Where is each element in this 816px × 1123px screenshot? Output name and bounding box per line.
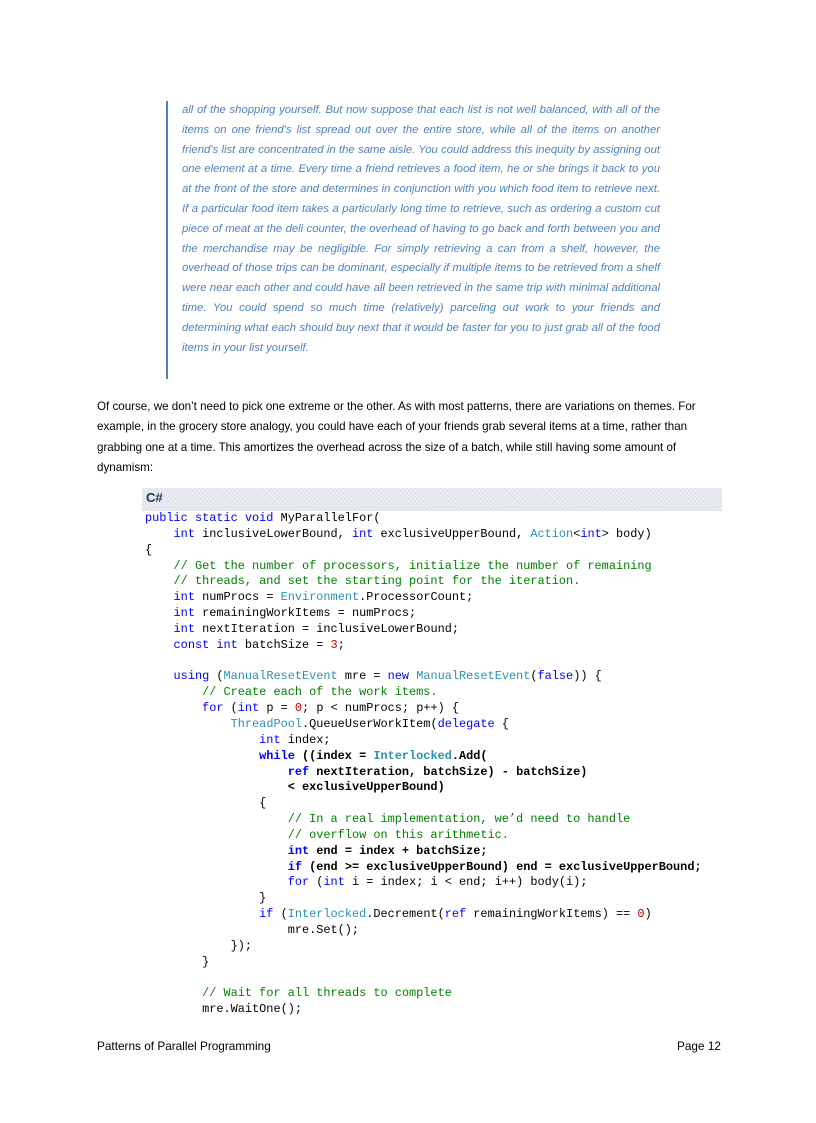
code-token: ) <box>644 907 652 922</box>
code-line <box>145 986 702 1002</box>
code-token: exclusiveUpperBound, <box>373 526 531 541</box>
code-token: int <box>580 526 602 541</box>
quote-text: all of the shopping yourself. But now suppose that each list is not well balanced, with all of the items on one friend’s list spread out over the entire store, while all of the items on another friend’s list are concentrated in the same aisle. You could address this inequity by assigning out one element at a time. Every time a friend retrieves a food item, he or she brings it back to you at the front of the store and determines in conjunction with you which food item to retrieve next. If a particular food item takes a particularly long time to retrieve, such as ordering a custom cut piece of meat at the deli counter, the overhead of having to go back and forth between you and the merchandise may be negligible. For simply retrieving a can from a shelf, however, the overhead of those trips can be dominant, especially if multiple items to be retrieved from a shelf were near each other and could have all been retrieved in the same trip with minimal additional time. You could spend so much time (relatively) parceling out work to your friends and determining what each should buy next that it would be faster for you to just grab all of the food items in your list yourself. <box>182 104 660 354</box>
code-token: end = index + batchSize; <box>309 843 488 858</box>
code-line <box>145 511 702 527</box>
code-token: Interlocked <box>373 748 452 763</box>
code-token: false <box>537 669 574 684</box>
code-token <box>145 622 174 636</box>
block-quote <box>166 101 660 379</box>
code-token: // Get the number of processors, initialize the number of remaining <box>173 558 652 573</box>
code-token: // threads, and set the starting point for the iteration. <box>173 574 581 589</box>
code-token: { <box>145 796 267 811</box>
code-token: int <box>173 606 195 621</box>
code-token: ref <box>287 764 310 779</box>
code-line <box>145 606 702 622</box>
code-token: nextIteration, batchSize) - batchSize) <box>309 764 588 779</box>
code-token <box>145 638 174 652</box>
code-token: Action <box>530 526 574 541</box>
code-token: { <box>145 542 153 557</box>
code-token: > body) <box>601 526 652 541</box>
code-token: int <box>173 590 195 605</box>
code-token: if <box>259 907 274 922</box>
code-token <box>145 828 288 842</box>
code-token <box>145 986 202 1000</box>
code-token: ManualResetEvent <box>223 669 338 684</box>
code-token: MyParallelFor( <box>273 511 381 525</box>
code-line <box>145 812 702 828</box>
code-token: ; p < numProcs; p++) { <box>302 701 460 716</box>
code-token: ( <box>273 907 288 922</box>
code-token: int <box>237 701 260 716</box>
code-token: < exclusiveUpperBound) <box>287 780 445 795</box>
code-token: ( <box>209 669 224 684</box>
code-line <box>145 669 702 685</box>
code-token: int <box>259 732 281 747</box>
code-token <box>145 559 174 573</box>
code-token: if <box>287 859 302 874</box>
code-token <box>145 907 259 921</box>
code-header <box>142 488 722 511</box>
code-token: batchSize = <box>237 637 331 652</box>
code-token: ( <box>223 701 238 716</box>
code-token <box>145 860 288 874</box>
code-token <box>145 717 231 731</box>
code-line <box>145 1002 702 1018</box>
code-token: ThreadPool <box>230 716 302 731</box>
code-line <box>145 654 702 670</box>
code-line <box>145 527 702 543</box>
code-token: nextIteration = inclusiveLowerBound; <box>194 621 459 636</box>
code-token: .ProcessorCount; <box>359 590 474 605</box>
code-line <box>145 622 702 638</box>
code-token: remainingWorkItems = numProcs; <box>194 606 417 621</box>
code-token: delegate <box>437 716 495 731</box>
code-token: // In a real implementation, we’d need to handle <box>287 812 631 827</box>
code-token: int <box>173 526 195 541</box>
code-token: (end >= exclusiveUpperBound) end = exclusiveUpperBound; <box>302 859 702 874</box>
code-token: 3 <box>330 637 338 652</box>
code-line <box>145 701 702 717</box>
code-token: .Add( <box>451 748 488 763</box>
code-token: numProcs = <box>194 590 281 605</box>
code-token: public static void <box>145 511 274 525</box>
code-token <box>145 780 288 794</box>
code-token: // Create each of the work items. <box>202 685 438 700</box>
code-token: )) { <box>573 669 602 684</box>
code-line <box>145 780 702 796</box>
code-line <box>145 574 702 590</box>
code-token: ManualResetEvent <box>416 669 531 684</box>
code-token: mre.Set(); <box>145 922 360 937</box>
code-token: int <box>351 526 374 541</box>
code-token: remainingWorkItems) == <box>466 907 638 922</box>
code-token: } <box>145 891 267 906</box>
code-token: new <box>387 669 410 684</box>
code-token <box>145 875 288 889</box>
body-paragraph: Of course, we don’t need to pick one extreme or the other. As with most patterns, there are variations on themes. For example, in the grocery store analogy, you could have each of your friends grab several items at a time, rather than grabbing one at a time. This amortizes the overhead across the size of a batch, while still having some amount of dynamism: <box>97 400 696 474</box>
code-token: const int <box>173 637 238 652</box>
code-token: // Wait for all threads to complete <box>202 986 452 1001</box>
code-token: Environment <box>280 590 360 605</box>
code-token: ; <box>337 637 345 652</box>
code-token <box>145 574 174 588</box>
code-token <box>145 606 174 620</box>
code-line <box>145 875 702 891</box>
code-line <box>145 860 702 876</box>
code-line <box>145 685 702 701</box>
code-line <box>145 939 702 955</box>
code-token: p = <box>259 701 295 716</box>
code-line <box>145 717 702 733</box>
code-token <box>145 669 174 683</box>
code-token: index; <box>280 732 331 747</box>
code-token: Interlocked <box>287 907 367 922</box>
footer-title: Patterns of Parallel Programming <box>97 1039 271 1053</box>
code-language-label: C# <box>146 490 163 505</box>
code-line <box>145 733 702 749</box>
code-token <box>145 590 174 604</box>
code-token: ((index = <box>294 748 374 763</box>
code-token: // overflow on this arithmetic. <box>287 827 509 842</box>
code-token: mre = <box>337 669 388 684</box>
code-line <box>145 955 702 971</box>
code-token <box>145 701 202 715</box>
code-line <box>145 749 702 765</box>
code-line <box>145 543 702 559</box>
code-block <box>145 511 702 1018</box>
code-token: inclusiveLowerBound, <box>194 526 352 541</box>
code-token: using <box>173 669 210 684</box>
code-line <box>145 765 702 781</box>
code-token: 0 <box>294 701 303 716</box>
code-token <box>145 527 174 541</box>
code-token: }); <box>145 938 253 953</box>
code-line <box>145 796 702 812</box>
code-token: } <box>145 954 210 969</box>
code-token <box>145 812 288 826</box>
code-token: ( <box>309 875 324 890</box>
code-token <box>145 765 288 779</box>
code-line <box>145 559 702 575</box>
code-token <box>145 685 202 699</box>
code-token: < <box>573 526 581 541</box>
code-token: ( <box>530 669 538 684</box>
code-line <box>145 970 702 986</box>
code-line <box>145 638 702 654</box>
code-token: int <box>323 875 345 890</box>
code-token: for <box>202 701 224 716</box>
code-token <box>145 749 259 763</box>
code-token: int <box>173 621 195 636</box>
code-line <box>145 891 702 907</box>
code-token: i = index; i < end; i++) body(i); <box>344 875 588 890</box>
code-token: .QueueUserWorkItem( <box>302 716 438 731</box>
code-line <box>145 590 702 606</box>
code-token: while <box>259 748 295 763</box>
code-token: for <box>287 875 310 890</box>
code-token: ref <box>444 907 467 922</box>
code-token <box>145 844 288 858</box>
code-token: int <box>287 843 310 858</box>
code-token <box>145 733 259 747</box>
code-token: mre.WaitOne(); <box>145 1002 302 1017</box>
page-number: Page 12 <box>677 1039 721 1053</box>
code-token: { <box>494 716 509 731</box>
code-token: .Decrement( <box>366 907 445 922</box>
code-line <box>145 907 702 923</box>
code-line <box>145 844 702 860</box>
code-line <box>145 828 702 844</box>
code-line <box>145 923 702 939</box>
code-token: 0 <box>637 907 645 922</box>
